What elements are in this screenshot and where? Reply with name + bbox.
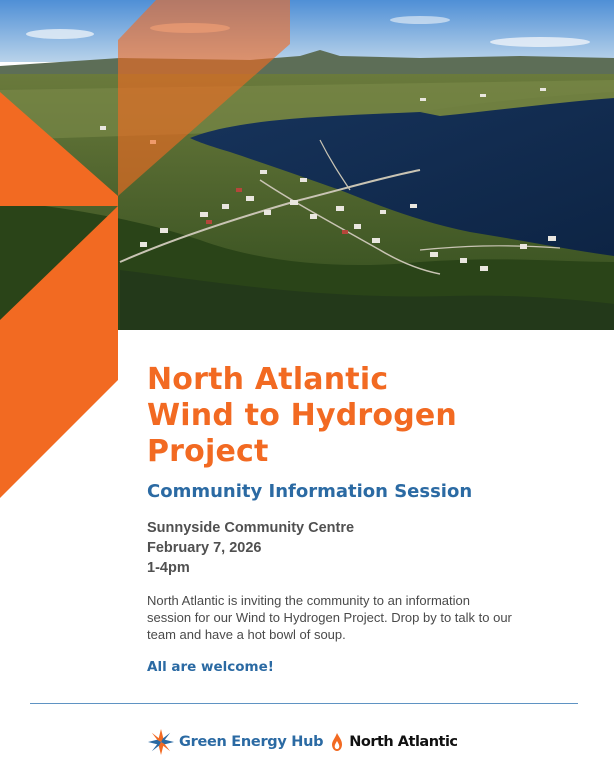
aerial-landscape-image: [0, 0, 614, 330]
flame-icon: [330, 732, 344, 752]
event-time: 1-4pm: [147, 560, 190, 576]
session-subtitle: Community Information Session: [147, 481, 473, 502]
divider: [30, 703, 578, 704]
event-details: [147, 518, 354, 578]
green-energy-hub-logo: Green Energy Hub: [179, 734, 324, 750]
hero-photo: [0, 0, 614, 330]
event-date: February 7, 2026: [147, 540, 262, 556]
title-line: North Atlantic: [147, 362, 389, 397]
footer-logos: [147, 727, 458, 757]
star-burst-icon: [147, 728, 175, 756]
project-title: [147, 362, 457, 470]
event-venue: Sunnyside Community Centre: [147, 520, 355, 536]
title-line: Wind to Hydrogen: [147, 398, 457, 433]
north-atlantic-logo: North Atlantic: [349, 734, 458, 750]
welcome-note: All are welcome!: [147, 659, 274, 675]
title-line: Project: [147, 434, 269, 469]
event-description: North Atlantic is inviting the community to an information session for our Wind to Hydrogen Project. Drop by to talk to our team and have a hot bowl of soup.: [147, 593, 512, 642]
